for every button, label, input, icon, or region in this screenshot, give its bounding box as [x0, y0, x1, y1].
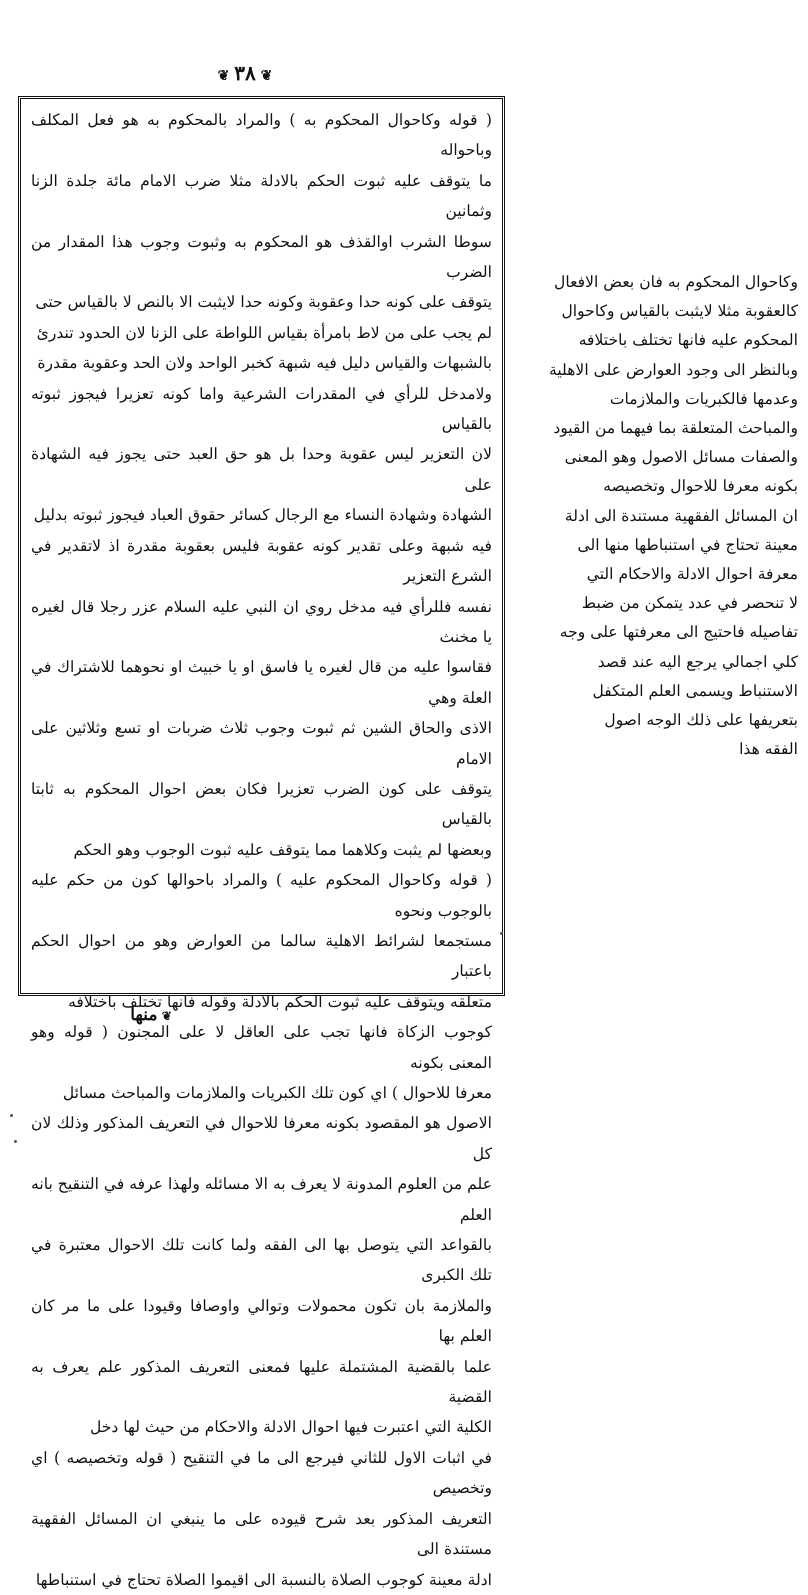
margin-commentary [518, 268, 798, 808]
margin-text-line: ان المسائل الفقهية مستندة الى ادلة [564, 506, 798, 525]
main-text-line: ما يتوقف عليه ثبوت الحكم بالادلة مثلا ضرب الامام مائة جلدة الزنا وثمانين [31, 171, 492, 221]
margin-text-line: معرفة احوال الادلة والاحكام التي [586, 565, 798, 584]
main-text-line: مستجمعا لشرائط الاهلية سالما من العوارض وهو من احوال الحكم باعتبار [31, 931, 492, 981]
main-text-line: بالشبهات والقياس دليل فيه شبهة كخبر الواحد ولان الحد وعقوبة مقدرة [37, 354, 492, 373]
main-text-line: في اثبات الاول للثاني فيرجع الى ما في التنقيح ( قوله وتخصيصه ) اي وتخصيص [31, 1448, 492, 1498]
main-text-line: الشهادة وشهادة النساء مع الرجال كسائر حقوق العباد فيجوز ثبوته بدليل [33, 506, 492, 525]
margin-text-line: لا تنحصر في عدد يتمكن من ضبط [581, 594, 798, 613]
main-text-line: ( قوله وكاحوال المحكوم عليه ) والمراد باحوالها كون من حكم عليه بالوجوب ونحوه [31, 871, 492, 920]
margin-text-line: كالعقوبة مثلا لايثبت بالقياس وكاحوال [561, 302, 798, 321]
margin-text-line: والصفات مسائل الاصول وهو المعنى [564, 448, 798, 467]
margin-text-line: والمباحث المتعلقة بما فيهما من القيود [553, 419, 798, 438]
main-text-line: متعلقه ويتوقف عليه ثبوت الحكم بالادلة وقوله فانها تختلف باختلافه [68, 992, 492, 1011]
main-text-line: ( قوله وكاحوال المحكوم به ) والمراد بالمحكوم به هو فعل المكلف وباحواله [31, 111, 492, 160]
main-text-line: علما بالقضية المشتملة عليها فمعنى التعريف المذكور علم يعرف به القضية [31, 1357, 492, 1407]
main-text-line: بالقواعد التي يتوصل بها الى الفقه ولما كانت تلك الاحوال معتبرة في تلك الكبرى [31, 1236, 492, 1285]
margin-text-line: بتعريفها على ذلك الوجه اصول [604, 711, 798, 730]
main-text-line: الاصول هو المقصود بكونه معرفا للاحوال في التعريف المذكور وذلك لان كل [31, 1114, 492, 1163]
main-text-line: والملازمة بان تكون محمولات وتوالي واوصافا وقيودا على ما مر كان العلم بها [31, 1296, 492, 1346]
main-text-line: وبعضها لم يثبت وكلاهما مما يتوقف عليه ثبوت الوجوب وهو الحكم [73, 840, 492, 859]
margin-text-line: كلي اجمالي يرجع اليه عند قصد [597, 652, 798, 671]
main-text-line: فيه شبهة وعلى تقدير كونه عقوبة فليس بعقوبة مقدرة اذ لاتقدير في الشرع التعزير [31, 536, 492, 586]
margin-text-line: تفاصيله فاحتيج الى معرفتها على وجه [559, 623, 798, 642]
main-text-line: الاذى والحاق الشين ثم ثبوت وجوب ثلاث ضربات او تسع وثلاثين على الامام [31, 719, 492, 768]
main-text-line: يتوقف على كون الضرب تعزيرا فكان بعض احوال المحكوم به ثابتا بالقياس [31, 779, 492, 829]
margin-text-line: وكاحوال المحكوم به فان بعض الافعال [554, 273, 798, 291]
ink-speck [10, 1114, 13, 1117]
main-text-line: سوطا الشرب اوالقذف هو المحكوم به وثبوت وجوب هذا المقدار من الضرب [31, 232, 492, 282]
ink-speck [14, 1140, 17, 1143]
margin-text-line: الاستنباط ويسمى العلم المتكفل [592, 681, 798, 700]
margin-text-line: معينة تحتاج في استنباطها منها الى [577, 535, 798, 554]
margin-text-line: وعدمها فالكبريات والملازمات [609, 389, 798, 408]
catchword: ❦ منها [96, 1005, 206, 1033]
main-text-line: فقاسوا عليه من قال لغيره يا فاسق او يا خبيث او نحوهما للاشتراك في العلة وهي [31, 658, 492, 707]
main-text-block [31, 105, 492, 1595]
margin-text-line: المحكوم عليه فانها تختلف باختلافه [578, 331, 798, 350]
main-text-line: ادلة معينة كوجوب الصلاة بالنسبة الى اقيموا الصلاة تحتاج في استنباطها [35, 1570, 492, 1589]
main-text-line: معرفا للاحوال ) اي كون تلك الكبريات والملازمات والمباحث مسائل [62, 1084, 492, 1102]
main-text-line: التعريف المذكور بعد شرح قيوده على ما ينبغي ان المسائل الفقهية مستندة الى [31, 1509, 492, 1559]
main-text-line: ولامدخل للرأي في المقدرات الشرعية واما كونه تعزيرا فيجوز ثبوته بالقياس [31, 384, 492, 434]
main-text-line: علم من العلوم المدونة لا يعرف به الا مسائله ولهذا عرفه في التنقيح بانه العلم [31, 1175, 492, 1224]
main-text-line: كوجوب الزكاة فانها تجب على العاقل لا على المجنون ( قوله وهو المعنى بكونه [31, 1023, 492, 1072]
margin-text-line: الفقه هذا [739, 740, 798, 759]
ink-speck [500, 932, 503, 935]
main-text-line: نفسه فللرأي فيه مدخل روي ان النبي عليه السلام عزر رجلا قال لغيره يا مخنث [31, 597, 492, 646]
margin-text-line: بكونه معرفا للاحوال وتخصيصه [603, 477, 798, 496]
main-text-line: الكلية التي اعتبرت فيها احوال الادلة والاحكام من حيث لها دخل [89, 1418, 492, 1437]
page-number: ❦ ٣٨ ❦ [205, 58, 285, 88]
margin-text-line: وبالنظر الى وجود العوارض على الاهلية [548, 360, 798, 379]
main-text-line: لم يجب على من لاط بامرأة بقياس اللواطة على الزنا لان الحدود تندرئ [36, 323, 492, 342]
main-text-line: لان التعزير ليس عقوبة وحدا بل هو حق العبد حتى يجوز فيه الشهادة على [31, 445, 492, 494]
main-text-line: يتوقف على كونه حدا وعقوبة وكونه حدا لايثبت الا بالنص لا بالقياس حتى [35, 293, 492, 312]
